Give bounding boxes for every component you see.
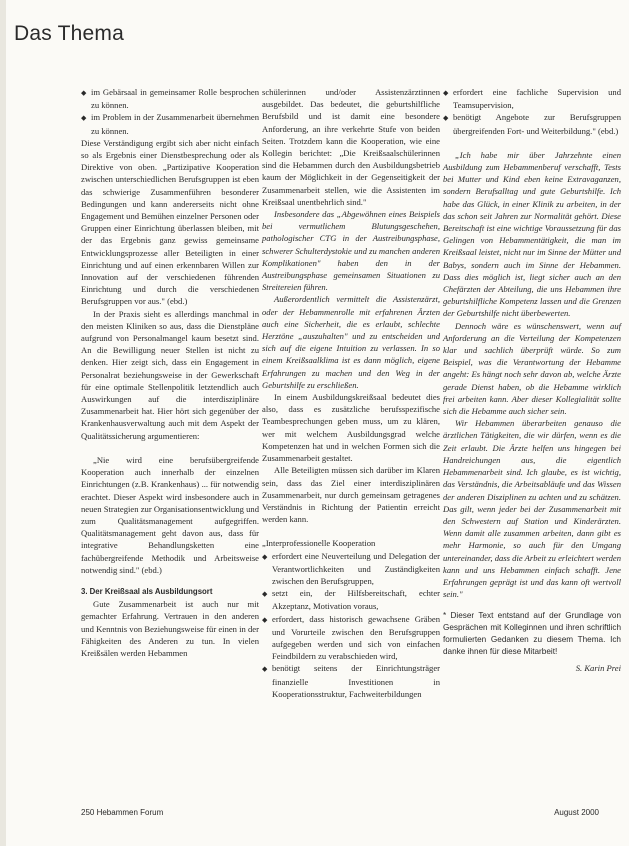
paragraph: In der Praxis sieht es allerdings manchmal in den meisten Kliniken so aus, dass die Dienstpläne aufgrund von Personalmangel kaum besetzt sind. An die Bewilligung neuer Stellen ist nicht zu denken. Hier zeigt sich, dass ein Engagement in Personalrat beziehungsweise in der Gewerkschaft für eine optimale Stellenpolitik letztendlich auch Auswirkungen auf die interdisziplinäre Zusammenarbeit hat. Hier hört sich gegenüber der Krankenhausverwaltung auch mit dem Aspekt der Qualitätssicherung argumentieren: (81, 308, 259, 441)
footer-date: August 2000 (554, 808, 599, 817)
paragraph: Alle Beteiligten müssen sich darüber im Klaren sein, dass das Ziel einer interdisziplinären Zusammenarbeit, nur durch gemeinsam getragenes Verständnis in Richtung der Patientin erreicht werden kann. (262, 465, 440, 525)
bullet-item: ◆ benötigt Angebote zur Berufsgruppen übergreifenden Fort- und Weiterbildung." (ebd.) (443, 111, 621, 136)
quote-paragraph: „Ich habe mir über Jahrzehnte einen Ausbildung zum Hebammenberuf verschafft, Tests bei Mutter und Kind eben keine Extravaganzen, sondern Berufsalltag und gute Geburtshilfe. Ich habe das Glück, in einer Klinik zu arbeiten, in der das schon seit Jahren zur Normalität gehört. Diese Bereitschaft ist eine wichtige Voraussetzung für das Gelingen von Hebammentätigkeit, die man im Kreißsaal leistet, nicht nur im Sinne der Mütter und Babys, sondern auch im Sinne der Hebammen. Dass dies möglich ist, liegt sicher auch an den Chefärzten der Abteilung, die uns Hebammen ihre geburtshilfliche Kompetenz lassen und die Grenzen der Geburtshilfe nicht überbewerten. (443, 149, 621, 319)
bullet-item: ◆ erfordert, dass historisch gewachsene Gräben und Vorurteile zwischen den Berufsgruppen aufgegeben werden und sich von einfachen Feindbildern zu verabschieden wird, (262, 613, 440, 663)
bullet-item: ◆ im Gebärsaal in gemeinsamer Rolle besprochen zu können. (81, 86, 259, 111)
quote-paragraph: Insbesondere das „Abgewöhnen eines Beispiels bei vermutlichem Blutungsgeschehen, pathologischer CTG in der Austreibungsphase, schwerer Schulterdystokie und zu manchen anderen Komplikationen" haben den in der Austreibungsphase gemeinsamen Situationen zu Streitereien führen. (262, 209, 440, 293)
column-1 (81, 86, 259, 659)
page-title: Das Thema (14, 22, 124, 45)
paragraph: Gute Zusammenarbeit ist auch nur mit gemachter Erfahrung. Vertrauen in den anderen und Kenntnis von Beziehungsweise für einen in der Fähigkeiten des Anderen zu tun. In vielen Kreißsälen werden Hebammen (81, 599, 259, 658)
bullet-item: ◆ erfordert eine Neuverteilung und Delegation der Verantwortlichkeiten und Zuständigkeiten zwischen den Berufsgruppen, (262, 550, 440, 588)
paragraph: In einem Ausbildungskreißsaal bedeutet dies also, dass es zusätzliche berufsspezifische Teambesprechungen geben muss, um zu klären, wer mit welchem Ausbildungsgrad welche Kompetenzen hat und in welchen Formen sich die Zusammenarbeit gestaltet. (262, 392, 440, 464)
paragraph: Diese Verständigung ergibt sich aber nicht einfach so als Ergebnis einer Dienstbesprechung oder als Direktive von oben. „Partizipative Kooperation zwischen unterschiedlichen Berufsgruppen ist eben das schwierige Zusammenführen besonderer Bedingungen und kann andererseits nicht ohne Engagement und Bemühen einzelner Personen oder Gruppen einer Einrichtung überlassen bleiben, mit der das Ergebnis ganz gewiss gemeinsame Entwicklungsprozesse aller Beteiligten in einer Einrichtung und auf einen erkennbaren Willen zur Innovation auf der verschiedenen führenden Einrichtung und durch die verschiedenen Berufsgruppen vor aus." (ebd.) (81, 137, 259, 307)
column-2 (262, 86, 440, 700)
bullet-item: ◆ setzt ein, der Hilfsbereitschaft, echter Akzeptanz, Motivation voraus, (262, 587, 440, 612)
column-3 (443, 86, 621, 675)
paragraph: schülerinnen und/oder Assistenzärztinnen ausgebildet. Das bedeutet, die geburtshilfliche Berufsbild und ist damit eine besondere Anforderung, an ihre verkehrte Stufe von beiden Seiten. Trotzdem kann die Kooperation, wie eine Kollegin berichtet: „Die Kreißsaalschülerinnen sind die Hebammen durch den Ausbildungsbetrieb kaum der Möglichkeit in der Gegenseitigkeit der Zusammenarbeit stellen, wie die Assistenten im Kreißsaal unentbehrlich sind." (262, 87, 440, 207)
footnote: * Dieser Text entstand auf der Grundlage von Gesprächen mit Kolleginnen und ihren schriftlich formulierten Gedanken zu diesem Thema. Ich danke ihnen für diese Mitarbeit! (443, 611, 621, 657)
page-edge (0, 0, 6, 846)
author-signature: S. Karin Prei (575, 663, 621, 674)
quote-paragraph: „Nie wird eine berufsübergreifende Kooperation auch innerhalb der einzelnen Einrichtungen (z.B. Krankenhaus) ... für notwendig erachtet. Dieser Aspekt wird insbesondere auch in neuen Strategien zur Organisationsentwicklung und zum Qualitätsmanagement aufgegriffen. Qualitätsmanagement geht davon aus, dass für integrative Behandlungsketten eine fachübergreifende Methodik und Arbeitsweise notwendig sind." (ebd.) (81, 454, 259, 575)
bullet-item: ◆ erfordert eine fachliche Supervision und Teamsupervision, (443, 86, 621, 111)
list-intro: „Interprofessionelle Kooperation (262, 538, 376, 549)
footer-page-info: 250 Hebammen Forum (81, 808, 164, 817)
bullet-item: ◆ im Problem in der Zusammenarbeit übernehmen zu können. (81, 111, 259, 136)
bullet-item: ◆ benötigt seitens der Einrichtungsträger finanzielle Investitionen in Kooperationsstruktur, Fachweiterbildungen (262, 662, 440, 700)
quote-paragraph: Wir Hebammen überarbeiten genauso die ärztlichen Tätigkeiten, die wir dürfen, wenn es die Zeit erlaubt. Die Ärzte helfen uns hingegen bei Handreichungen aus, die eigentlich Hebammenarbeit sind. Ich glaube, es ist wichtig, das Verständnis, die Arbeitsabläufe und das Wissen der anderen Disziplinen zu achten und zu schätzen. Das gilt, wenn jeder bei der Zusammenarbeit mit den Schwestern auf Station und Kinderärzten. Wenn damit alle zusammen arbeiten, dann gibt es mehr Harmonie, so auch für den Umgang untereinander, dass die Arbeit zu erleichtert werden kann und uns Hebammen einfach schafft. Jene Erfahrungen geprägt ist und das kann oft wertvoll sein." (443, 418, 621, 600)
quote-paragraph: Dennoch wäre es wünschenswert, wenn auf Anforderung an die Verteilung der Kompetenzen klar und sachlich überprüft würde. So zum Beispiel, was die Verantwortung der Hebamme angeht: Es hängt noch sehr davon ab, welche Ärzte gerade Dienst haben, ob die Hebamme wirklich frei arbeiten kann. Aber dieser Kollegialität sollte sich die Hebamme auch sicher sein. (443, 320, 621, 417)
section-heading: 3. Der Kreißsaal als Ausbildungsort (81, 586, 213, 596)
quote-paragraph: Außerordentlich vermittelt die Assistenzärzt, oder der Hebammenrolle mit erfahrenen Ärzten auch eine Sicherheit, die es erlaubt, schlechte Herztöne „auszuhalten" und zu entscheiden und sich auf die eigene Intuition zu verlassen. In so einem Kreißsaalklima ist es dann möglich, eigene Erfahrungen zu machen und den Weg in der Geburtshilfe zu erschließen. (262, 294, 440, 390)
page-footer (81, 808, 599, 817)
